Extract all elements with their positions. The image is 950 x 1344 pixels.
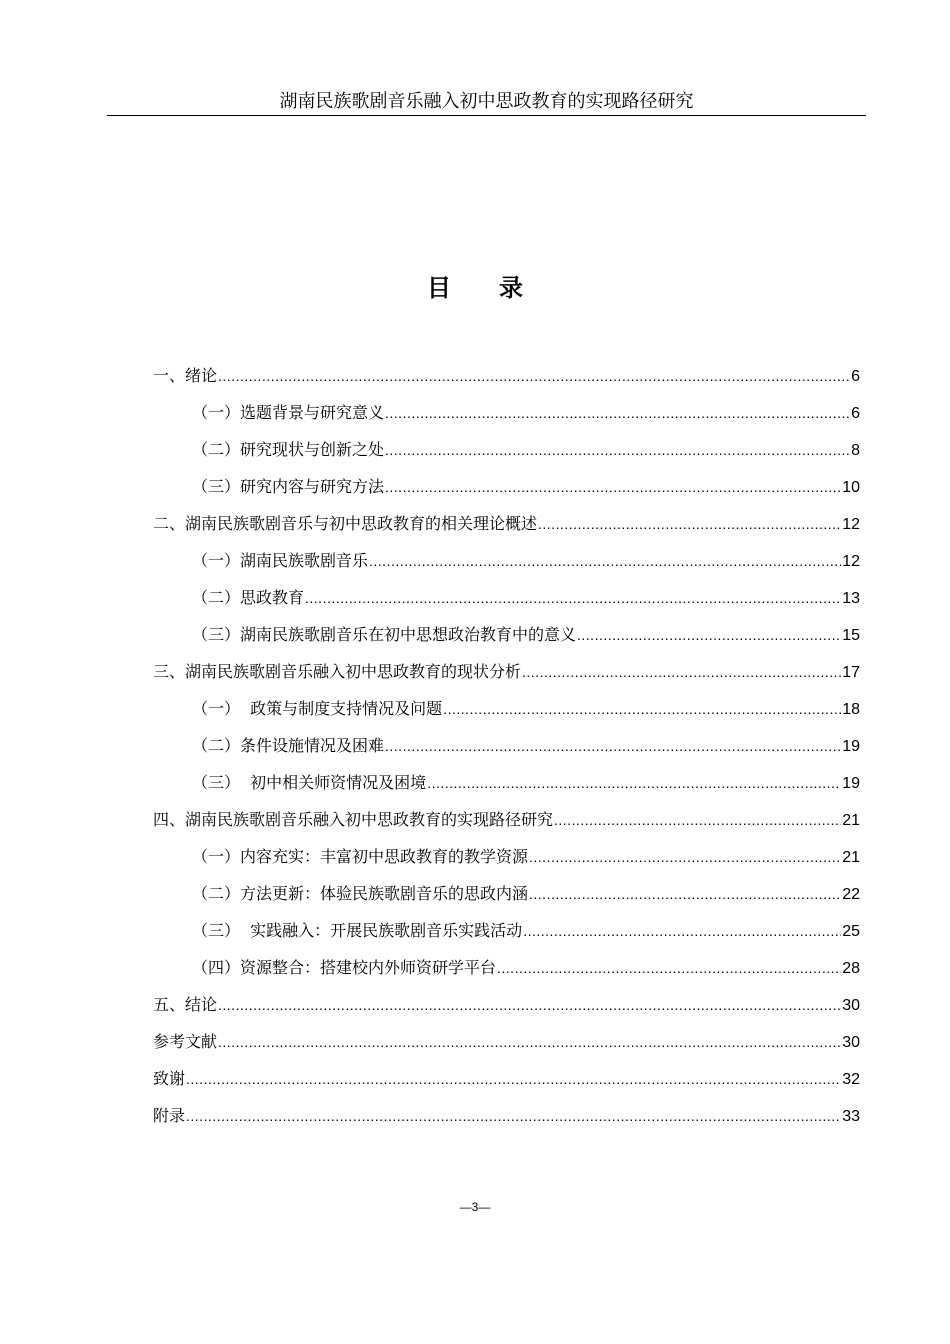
toc-entry-label: （三）湖南民族歌剧音乐在初中思想政治教育中的意义: [192, 625, 577, 644]
toc-dot-leader: [427, 770, 841, 796]
toc-entry-page: 15: [842, 627, 860, 644]
toc-entry[interactable]: [153, 511, 860, 548]
toc-entry-page: 8: [851, 442, 860, 459]
toc-dot-leader: [443, 696, 841, 722]
toc-entry-label: （三） 初中相关师资情况及困境: [192, 773, 427, 792]
toc-entry-label: （一）内容充实：丰富初中思政教育的教学资源: [192, 847, 529, 866]
toc-title-left: 目: [427, 273, 451, 302]
toc-dot-leader: [305, 585, 841, 611]
toc-entry-page: 12: [842, 516, 860, 533]
toc-entry-page: 6: [851, 368, 860, 385]
toc-entry-label: （一）选题背景与研究意义: [192, 403, 385, 422]
toc-entry-page: 21: [842, 849, 860, 866]
toc-entry-label: （二）思政教育: [192, 588, 305, 607]
toc-entry-label: （一） 政策与制度支持情况及问题: [192, 699, 443, 718]
toc-entry-label: （二）方法更新：体验民族歌剧音乐的思政内涵: [192, 884, 529, 903]
toc-entry-label: （二）条件设施情况及困难: [192, 736, 385, 755]
toc-entry-page: 19: [842, 775, 860, 792]
toc-entry-label: （三）研究内容与研究方法: [192, 477, 385, 496]
toc-dot-leader: [522, 659, 841, 685]
toc-entry[interactable]: [153, 622, 860, 659]
table-of-contents: [153, 363, 860, 1140]
toc-entry[interactable]: [153, 881, 860, 918]
toc-entry[interactable]: [153, 1029, 860, 1066]
toc-entry[interactable]: [153, 955, 860, 992]
toc-dot-leader: [186, 1103, 841, 1129]
toc-entry-page: 25: [842, 923, 860, 940]
toc-dot-leader: [523, 918, 841, 944]
toc-dot-leader: [529, 844, 841, 870]
toc-dot-leader: [577, 622, 841, 648]
toc-entry-page: 17: [842, 664, 860, 681]
toc-dot-leader: [218, 1029, 841, 1055]
toc-entry[interactable]: [153, 659, 860, 696]
toc-entry-page: 10: [842, 479, 860, 496]
toc-entry[interactable]: [153, 400, 860, 437]
toc-entry-label: 参考文献: [153, 1032, 218, 1051]
toc-entry-label: （一）湖南民族歌剧音乐: [192, 551, 369, 570]
toc-entry-label: 致谢: [153, 1069, 186, 1088]
toc-entry-label: （二）研究现状与创新之处: [192, 440, 385, 459]
toc-entry-label: 四、湖南民族歌剧音乐融入初中思政教育的实现路径研究: [153, 810, 554, 829]
toc-entry[interactable]: [153, 733, 860, 770]
toc-entry-page: 6: [851, 405, 860, 422]
toc-entry[interactable]: [153, 992, 860, 1029]
toc-entry[interactable]: [153, 1066, 860, 1103]
toc-entry[interactable]: [153, 585, 860, 622]
toc-entry[interactable]: [153, 474, 860, 511]
running-header: 湖南民族歌剧音乐融入初中思政教育的实现路径研究: [279, 91, 694, 112]
toc-dot-leader: [385, 733, 841, 759]
toc-dot-leader: [529, 881, 841, 907]
toc-entry-page: 33: [842, 1108, 860, 1125]
toc-entry[interactable]: [153, 1103, 860, 1140]
toc-entry-page: 32: [842, 1071, 860, 1088]
toc-dot-leader: [385, 400, 850, 426]
toc-title-right: 录: [499, 273, 523, 302]
toc-entry-page: 30: [842, 1034, 860, 1051]
toc-dot-leader: [186, 1066, 841, 1092]
toc-dot-leader: [385, 474, 841, 500]
toc-dot-leader: [554, 807, 841, 833]
toc-entry-label: 五、结论: [153, 995, 218, 1014]
toc-entry-label: 三、湖南民族歌剧音乐融入初中思政教育的现状分析: [153, 662, 522, 681]
toc-dot-leader: [497, 955, 841, 981]
toc-dot-leader: [538, 511, 841, 537]
toc-entry[interactable]: [153, 807, 860, 844]
toc-dot-leader: [218, 992, 841, 1018]
toc-entry-page: 28: [842, 960, 860, 977]
toc-entry-page: 13: [842, 590, 860, 607]
toc-entry[interactable]: [153, 696, 860, 733]
toc-title: [0, 272, 950, 304]
toc-entry-page: 18: [842, 701, 860, 718]
toc-entry-page: 19: [842, 738, 860, 755]
toc-entry-page: 30: [842, 997, 860, 1014]
toc-entry[interactable]: [153, 844, 860, 881]
toc-entry[interactable]: [153, 770, 860, 807]
toc-entry-label: （三） 实践融入：开展民族歌剧音乐实践活动: [192, 921, 523, 940]
page-number: —3—: [459, 1200, 491, 1214]
toc-dot-leader: [218, 363, 850, 389]
toc-entry[interactable]: [153, 548, 860, 585]
toc-entry-page: 12: [842, 553, 860, 570]
toc-entry[interactable]: [153, 363, 860, 400]
toc-entry-page: 21: [842, 812, 860, 829]
toc-entry-page: 22: [842, 886, 860, 903]
header-rule: [107, 115, 866, 116]
toc-entry[interactable]: [153, 918, 860, 955]
toc-entry-label: 一、绪论: [153, 366, 218, 385]
toc-entry-label: （四）资源整合：搭建校内外师资研学平台: [192, 958, 497, 977]
toc-entry-label: 附录: [153, 1106, 186, 1125]
toc-dot-leader: [369, 548, 841, 574]
toc-dot-leader: [385, 437, 850, 463]
toc-entry[interactable]: [153, 437, 860, 474]
toc-entry-label: 二、湖南民族歌剧音乐与初中思政教育的相关理论概述: [153, 514, 538, 533]
